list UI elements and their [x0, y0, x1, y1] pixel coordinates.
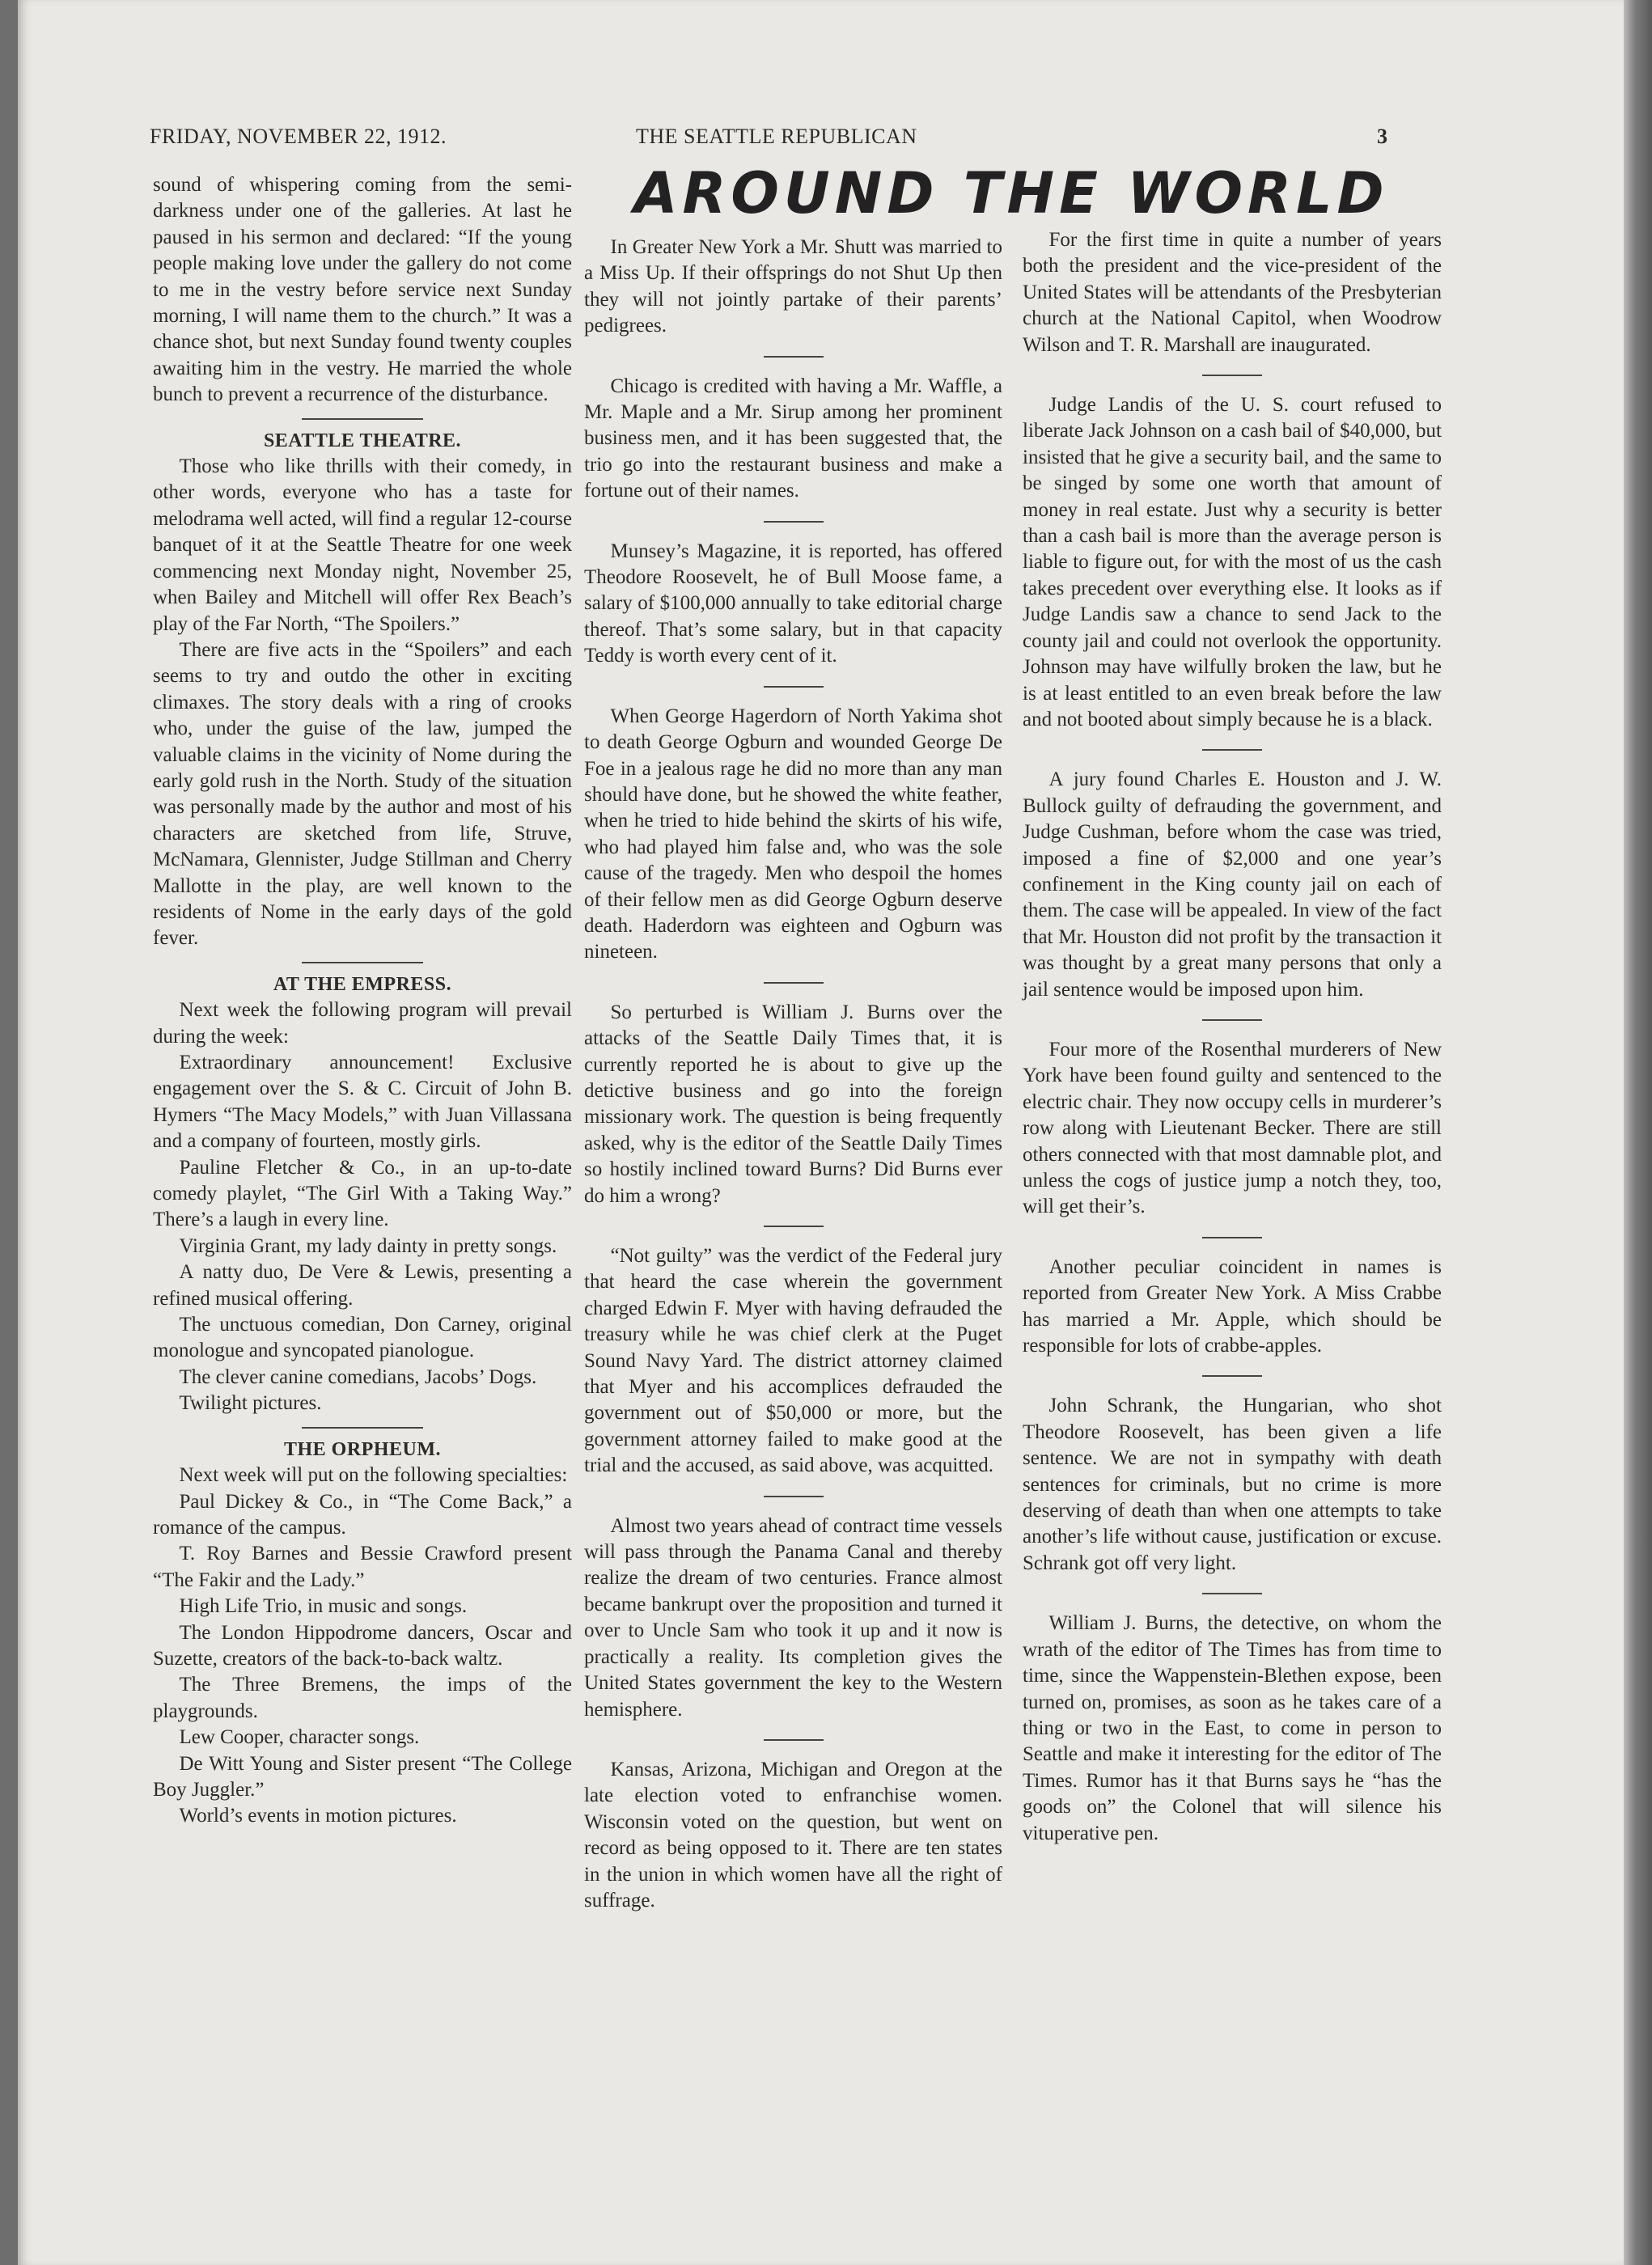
- section-divider: [302, 418, 423, 420]
- news-item: [1023, 1255, 1442, 1360]
- news-item-text: A jury found Charles E. Houston and J. W. Bullock guilty of defrauding the government, and Judge Cushman, before whom the case was tried, imposed a fine of $2,000 and one year’s confinement in the King county jail on each of them. The case will be appealed. In view of the fact that Mr. Houston did not profit by the transaction it was thought by a great many persons that only a jail sentence would be imposed upon him.: [1023, 768, 1442, 1001]
- orpheum-title: THE ORPHEUM.: [283, 1438, 441, 1460]
- section-divider: [302, 1427, 423, 1429]
- item-divider: [764, 521, 824, 523]
- empress-title: AT THE EMPRESS.: [273, 973, 452, 995]
- orpheum-paragraph: High Life Trio, in music and songs.: [179, 1595, 468, 1618]
- news-item: [1023, 767, 1442, 1003]
- seattle-theatre-title: SEATTLE THEATRE.: [263, 430, 462, 451]
- orpheum-paragraph: De Witt Young and Sister present “The College Boy Juggler.”: [153, 1752, 572, 1801]
- news-item-text: John Schrank, the Hungarian, who shot Theodore Roosevelt, has been given a life sentence. We are not in sympathy with death sentences for criminals, but no crime is more deserving of death than when one attempts to take another’s life without cause, justification or excuse. Schrank got off very light.: [1023, 1395, 1442, 1574]
- orpheum-paragraph: T. Roy Barnes and Bessie Crawford present “The Fakir and the Lady.”: [153, 1543, 572, 1591]
- news-item: [1023, 1611, 1442, 1847]
- news-item: [584, 1243, 1002, 1480]
- news-item-text: Kansas, Arizona, Michigan and Oregon at the late election voted to enfranchise women. Wisconsin voted on the question, but went on record as being opposed to it. There are ten states in the union in which women have all the right of suffrage.: [584, 1758, 1002, 1911]
- item-divider: [1202, 1237, 1262, 1238]
- orpheum-paragraph: The London Hippodrome dancers, Oscar and Suzette, creators of the back-to-back waltz.: [153, 1621, 572, 1670]
- news-item-text: Another peculiar coincident in names is reported from Greater New York. A Miss Crabbe has married a Mr. Apple, which should be responsible for lots of crabbe-apples.: [1023, 1255, 1442, 1357]
- item-divider: [1202, 749, 1262, 751]
- orpheum-paragraph: Lew Cooper, character songs.: [179, 1726, 420, 1749]
- section-divider: [302, 962, 423, 963]
- orpheum-paragraph: Next week will put on the following specialties:: [179, 1464, 568, 1487]
- seattle-theatre-paragraph: There are five acts in the “Spoilers” and each seems to try and outdo the other in exciting climaxes. The story deals with a ring of crooks who, under the guise of the law, jumped the valuable claims in the vicinity of Nome during the early gold rush in the North. Study of the situation was personally made by the author and most of his characters are sketched from life, Struve, McNamara, Glennister, Judge Stillman and Cherry Mallotte in the play, are well known to the residents of Nome in the early days of the gold fever.: [153, 638, 572, 950]
- page-header: [18, 125, 1624, 157]
- item-divider: [764, 1739, 824, 1741]
- column-left: [153, 172, 572, 1830]
- empress-paragraph: Virginia Grant, my lady dainty in pretty songs.: [179, 1234, 557, 1257]
- newspaper-name: THE SEATTLE REPUBLICAN: [636, 125, 917, 148]
- news-item: [584, 1000, 1002, 1209]
- orpheum-paragraph: The Three Bremens, the imps of the playgrounds.: [153, 1674, 572, 1722]
- news-item-text: Almost two years ahead of contract time vessels will pass through the Panama Canal and thereby realize the dream of two centuries. France almost became bankrupt over the proposition and turned it over to Uncle Sam who took it up and it now is practically a reality. Its completion gives the United States government the key to the Western hemisphere.: [584, 1514, 1002, 1721]
- issue-date: FRIDAY, NOVEMBER 22, 1912.: [150, 125, 447, 148]
- news-item-text: Chicago is credited with having a Mr. Waffle, a Mr. Maple and a Mr. Sirup among her prominent business men, and it has been suggested that, the trio go into the restaurant business and make a fortune out of their names.: [584, 375, 1002, 502]
- empress-paragraph: A natty duo, De Vere & Lewis, presenting a refined musical offering.: [153, 1261, 572, 1310]
- news-item-text: For the first time in quite a number of years both the president and the vice-president of the United States will be attendants of the Presbyterian church at the National Capitol, when Woodrow Wilson and T. R. Marshall are inaugurated.: [1023, 229, 1442, 356]
- news-item-text: “Not guilty” was the verdict of the Federal jury that heard the case wherein the government charged Edwin F. Myer with having defrauded the treasury while he was chief clerk at the Puget Sound Navy Yard. The district attorney claimed that Myer and his accomplices defrauded the government out of $50,000 or more, but the government attorney failed to make good at the trial and the accused, as said above, was acquitted.: [584, 1245, 1002, 1477]
- news-item: [584, 539, 1002, 670]
- news-item-text: In Greater New York a Mr. Shutt was married to a Miss Up. If their offsprings do not Shut Up then they will not jointly partake of their parents’ pedigrees.: [584, 236, 1002, 337]
- orpheum-paragraph: Paul Dickey & Co., in “The Come Back,” a romance of the campus.: [153, 1490, 572, 1539]
- empress-paragraph: Next week the following program will prevail during the week:: [153, 999, 572, 1048]
- news-item-text: When George Hagerdorn of North Yakima shot to death George Ogburn and wounded George De Foe in a jealous rage he did no more than any man should have done, but he showed the white feather, when he tried to hide behind the skirts of his wife, who had played him false and, who was the sole cause of the tragedy. Men who despoil the homes of their fellow men as did George Ogburn deserve death. Haderdorn was eighteen and Ogburn was nineteen.: [584, 705, 1002, 963]
- empress-paragraph: The unctuous comedian, Don Carney, original monologue and syncopated pianologue.: [153, 1314, 572, 1362]
- empress-paragraph: Twilight pictures.: [179, 1392, 322, 1415]
- item-divider: [1202, 1375, 1262, 1377]
- seattle-theatre-paragraph: Those who like thrills with their comedy, in other words, everyone who has a taste for melodrama well acted, will find a regular 12-course banquet of it at the Seattle Theatre for one week commencing next Monday night, November 25, when Bailey and Mitchell will offer Rex Beach’s play of the Far North, “The Spoilers.”: [153, 455, 572, 635]
- news-item: [584, 1757, 1002, 1914]
- empress-paragraph: Extraordinary announcement! Exclusive engagement over the S. & C. Circuit of John B. Hymers “The Macy Models,” with Juan Villassana and a company of fourteen, mostly girls.: [153, 1052, 572, 1153]
- column-right: [1023, 227, 1442, 1847]
- column-middle: [584, 235, 1002, 1914]
- orpheum-paragraph: World’s events in motion pictures.: [179, 1805, 457, 1827]
- item-divider: [1202, 375, 1262, 376]
- item-divider: [764, 982, 824, 984]
- section-banner: AROUND THE WORLD: [633, 160, 1389, 226]
- item-divider: [764, 1496, 824, 1497]
- news-item: [584, 235, 1002, 340]
- news-item: [584, 704, 1002, 966]
- news-item: [584, 1514, 1002, 1723]
- empress-paragraph: The clever canine comedians, Jacobs’ Dogs.: [179, 1365, 537, 1388]
- news-item-text: William J. Burns, the detective, on whom the wrath of the editor of The Times has from time to time, since the Wappenstein-Blethen expose, been turned on, promises, as soon as he takes care of a thing or two in the East, to come in person to Seattle and make it interesting for the editor of The Times. Rumor has it that Burns says he “has the goods on” the Colonel that will silence his vituperative pen.: [1023, 1612, 1442, 1844]
- news-item: [1023, 1393, 1442, 1577]
- news-item-text: Munsey’s Magazine, it is reported, has offered Theodore Roosevelt, he of Bull Moose fame, a salary of $100,000 annually to take editorial charge thereof. That’s some salary, but in that capacity Teddy is worth every cent of it.: [584, 540, 1002, 667]
- empress-paragraph: Pauline Fletcher & Co., in an up-to-date comedy playlet, “The Girl With a Taking Way.” There’s a laugh in every line.: [153, 1156, 572, 1231]
- newspaper-page: [18, 0, 1624, 2265]
- news-item-text: So perturbed is William J. Burns over the attacks of the Seattle Daily Times that, it is currently reported he is about to give up the detictive business and go into the foreign missionary work. The question is being frequently asked, why is the editor of the Seattle Daily Times so hostily inclined toward Burns? Did Burns ever do him a wrong?: [584, 1001, 1002, 1207]
- news-item: [1023, 1037, 1442, 1221]
- news-item: [584, 374, 1002, 505]
- news-item-text: Four more of the Rosenthal murderers of New York have been found guilty and sentenced to the electric chair. They now occupy cells in murderer’s row along with Lieutenant Becker. There are still others connected with that most damnable plot, and unless the cogs of justice jump a notch they, too, will get their’s.: [1023, 1038, 1442, 1218]
- item-divider: [764, 1226, 824, 1227]
- continued-article: sound of whispering coming from the semi-darkness under one of the galleries. At last he paused in his sermon and declared: “If the young people making love under the gallery do not come to me in the vestry before service next Sunday morning, I will name them to the church.” It was a chance shot, but next Sunday found twenty couples awaiting him in the vestry. He married the whole bunch to prevent a recurrence of the disturbance.: [153, 174, 572, 406]
- item-divider: [764, 686, 824, 688]
- item-divider: [764, 356, 824, 358]
- news-item: [1023, 227, 1442, 358]
- item-divider: [1202, 1593, 1262, 1594]
- page-number: 3: [1377, 125, 1388, 148]
- news-item: [1023, 392, 1442, 733]
- news-item-text: Judge Landis of the U. S. court refused to liberate Jack Johnson on a cash bail of $40,000, but insisted that he give a security bail, and the same to be singed by some one worth that amount of money in real estate. Just why a security is better than a cash bail is more than the average person is liable to figure out, for with the most of us the cash takes precedent over everything else. It looks as if Judge Landis saw a chance to send Jack to the county jail and could not overlook the opportunity. Johnson may have wilfully broken the law, but he is at least entitled to an even break before the law and not booted about simply because he is a black.: [1023, 394, 1442, 730]
- item-divider: [1202, 1019, 1262, 1021]
- page-edge-shadow: [1624, 0, 1652, 2265]
